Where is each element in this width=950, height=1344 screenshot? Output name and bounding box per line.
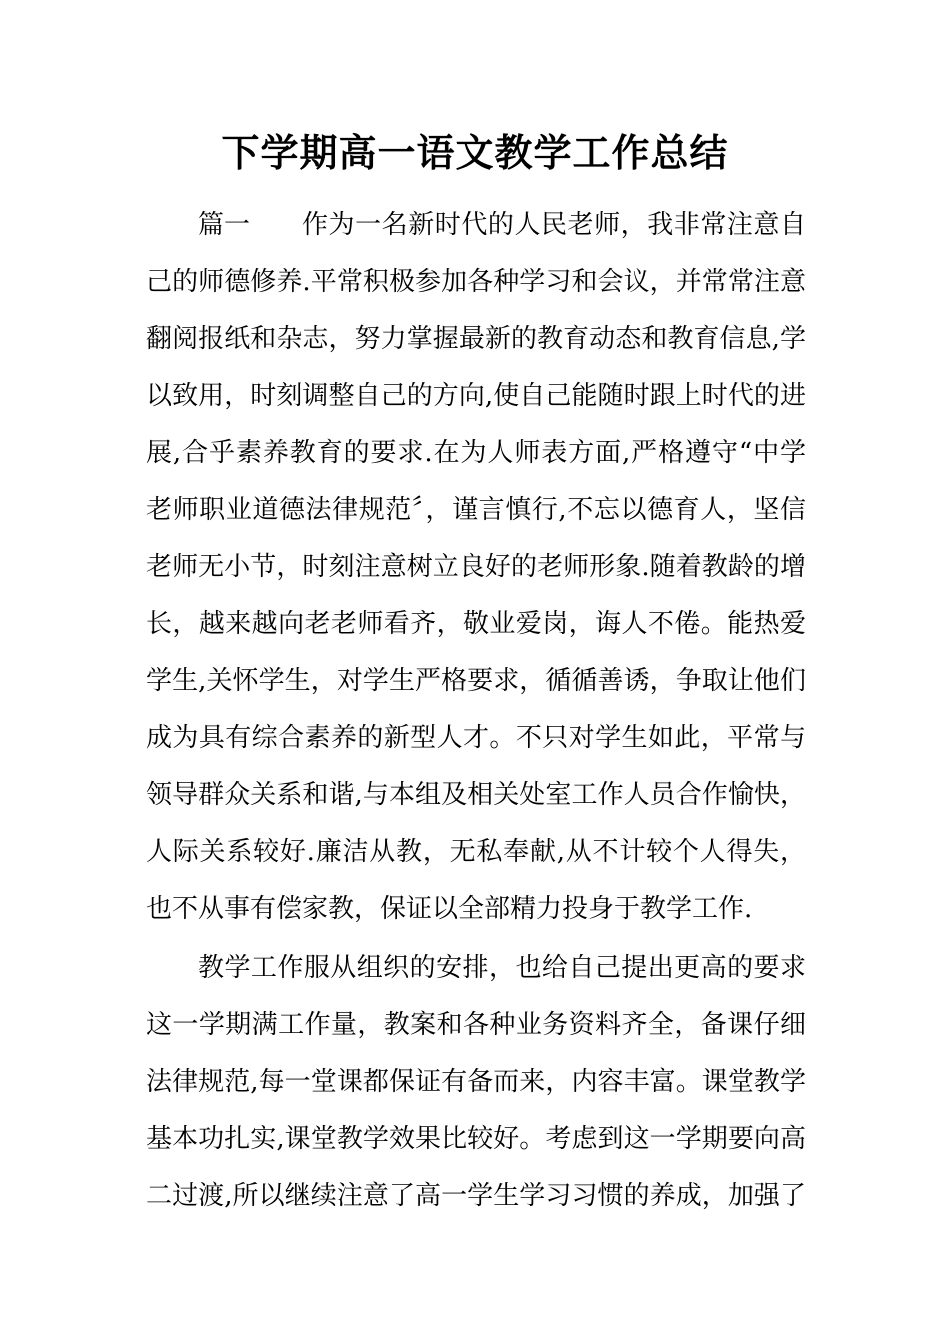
paragraph1-line: 人际关系较好.廉洁从教，无私奉献,从不计较个人得失， — [146, 837, 806, 867]
paragraph1-line: 作为一名新时代的人民老师，我非常注意自 — [302, 210, 806, 240]
paragraph1-line: 成为具有综合素养的新型人才。不只对学生如此，平常与 — [146, 723, 806, 753]
paragraph1-line: 老师职业道德法律规范〞，谨言慎行,不忘以德育人，坚信 — [146, 495, 806, 525]
paragraph2-line: 这一学期满工作量，教案和各种业务资料齐全，备课仔细 — [146, 1010, 806, 1040]
paragraph2-line: 二过渡,所以继续注意了高一学生学习习惯的养成，加强了 — [146, 1181, 806, 1211]
paragraph2-line: 教学工作服从组织的安排，也给自己提出更高的要求 — [198, 953, 806, 983]
paragraph2-line: 法律规范,每一堂课都保证有备而来，内容丰富。课堂教学 — [146, 1067, 806, 1097]
paragraph1-line: 长，越来越向老老师看齐，敬业爱岗，诲人不倦。能热爱 — [146, 609, 806, 639]
paragraph1-line: 学生,关怀学生，对学生严格要求，循循善诱，争取让他们 — [146, 666, 806, 696]
paragraph1-line: 己的师德修养.平常积极参加各种学习和会议，并常常注意 — [146, 267, 806, 297]
paragraph1-line: 以致用，时刻调整自己的方向,使自己能随时跟上时代的进 — [146, 381, 806, 411]
section-label: 篇一 — [198, 210, 251, 240]
paragraph1-line: 也不从事有偿家教，保证以全部精力投身于教学工作. — [146, 894, 753, 924]
paragraph1-line: 领导群众关系和谐,与本组及相关处室工作人员合作愉快， — [146, 780, 806, 810]
paragraph1-line: 老师无小节，时刻注意树立良好的老师形象.随着教龄的增 — [146, 552, 806, 582]
paragraph1-line: 展,合乎素养教育的要求.在为人师表方面,严格遵守“中学 — [146, 438, 806, 468]
paragraph1-line: 翻阅报纸和杂志，努力掌握最新的教育动态和教育信息,学 — [146, 324, 806, 354]
document-title: 下学期高一语文教学工作总结 — [221, 130, 729, 175]
paragraph2-line: 基本功扎实,课堂教学效果比较好。考虑到这一学期要向高 — [146, 1124, 806, 1154]
